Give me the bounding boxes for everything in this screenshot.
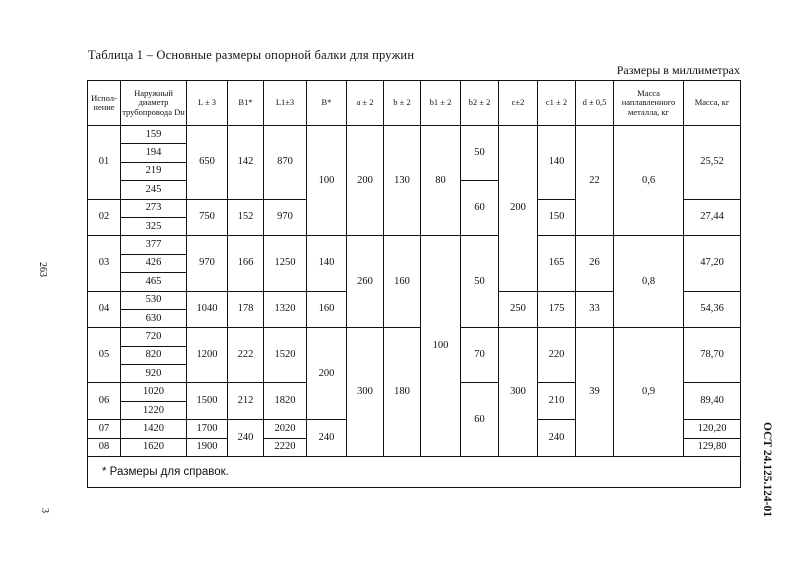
- header-mass-weld: Масса наплавленного металла, кг: [614, 81, 684, 126]
- header-b1: b1 ± 2: [421, 81, 461, 126]
- cell-mass: 25,52: [684, 126, 741, 200]
- cell-L1: 1820: [264, 383, 307, 420]
- cell-c1: 150: [538, 199, 576, 236]
- cell-c1: 165: [538, 236, 576, 291]
- cell-dn: 1420: [121, 420, 187, 438]
- header-c1: c1 ± 2: [538, 81, 576, 126]
- cell-mass: 129,80: [684, 438, 741, 456]
- cell-b2: 50: [461, 236, 499, 328]
- cell-dn: 920: [121, 365, 187, 383]
- cell-L1: 970: [264, 199, 307, 236]
- cell-dn: 426: [121, 254, 187, 272]
- cell-dn: 530: [121, 291, 187, 309]
- cell-B: 240: [307, 420, 347, 457]
- cell-dn: 377: [121, 236, 187, 254]
- cell-c: 300: [499, 328, 538, 457]
- table-row: [88, 236, 741, 254]
- cell-b1: 100: [421, 236, 461, 457]
- cell-L: 1040: [187, 291, 228, 328]
- bottom-page-number: 3: [39, 508, 50, 513]
- cell-L1: 1520: [264, 328, 307, 383]
- cell-c1: 240: [538, 420, 576, 457]
- cell-mass-weld: 0,8: [614, 236, 684, 328]
- cell-a: 260: [347, 236, 384, 328]
- cell-dn: 219: [121, 162, 187, 180]
- cell-dn: 1020: [121, 383, 187, 401]
- cell-dn: 273: [121, 199, 187, 217]
- cell-c1: 210: [538, 383, 576, 420]
- cell-mass: 89,40: [684, 383, 741, 420]
- cell-isp: 01: [88, 126, 121, 200]
- cell-b2: 50: [461, 126, 499, 181]
- cell-L: 1200: [187, 328, 228, 383]
- cell-d: 33: [576, 291, 614, 328]
- table-row: [88, 126, 741, 144]
- cell-L1: 1320: [264, 291, 307, 328]
- cell-c: 200: [499, 126, 538, 292]
- cell-B1: 240: [228, 420, 264, 457]
- cell-B: 160: [307, 291, 347, 328]
- cell-L: 650: [187, 126, 228, 200]
- header-L: L ± 3: [187, 81, 228, 126]
- cell-L1: 1250: [264, 236, 307, 291]
- cell-isp: 05: [88, 328, 121, 383]
- cell-dn: 1220: [121, 401, 187, 419]
- cell-b: 160: [384, 236, 421, 328]
- cell-B1: 142: [228, 126, 264, 200]
- header-a: a ± 2: [347, 81, 384, 126]
- cell-dn: 194: [121, 144, 187, 162]
- cell-B1: 152: [228, 199, 264, 236]
- header-diameter: Наружный диаметр трубопровода Dн: [121, 81, 187, 126]
- header-row: [88, 81, 741, 126]
- cell-b: 180: [384, 328, 421, 457]
- cell-isp: 07: [88, 420, 121, 438]
- header-ispolnenie: Испол-нение: [88, 81, 121, 126]
- cell-b2: 60: [461, 383, 499, 457]
- cell-L: 1900: [187, 438, 228, 456]
- cell-b2: 70: [461, 328, 499, 383]
- cell-b: 130: [384, 126, 421, 236]
- cell-d: 22: [576, 126, 614, 236]
- cell-L1: 2020: [264, 420, 307, 438]
- cell-B1: 212: [228, 383, 264, 420]
- cell-c: 250: [499, 291, 538, 328]
- header-d: d ± 0,5: [576, 81, 614, 126]
- cell-mass: 54,36: [684, 291, 741, 328]
- cell-L: 1500: [187, 383, 228, 420]
- cell-L: 750: [187, 199, 228, 236]
- cell-B: 200: [307, 328, 347, 420]
- cell-dn: 1620: [121, 438, 187, 456]
- cell-a: 200: [347, 126, 384, 236]
- cell-B1: 222: [228, 328, 264, 383]
- header-mass: Масса, кг: [684, 81, 741, 126]
- header-b: b ± 2: [384, 81, 421, 126]
- cell-dn: 820: [121, 346, 187, 364]
- cell-mass: 27,44: [684, 199, 741, 236]
- cell-B: 140: [307, 236, 347, 291]
- cell-mass: 47,20: [684, 236, 741, 291]
- cell-B1: 166: [228, 236, 264, 291]
- cell-L1: 870: [264, 126, 307, 200]
- cell-c1: 175: [538, 291, 576, 328]
- dimensions-table: [87, 80, 741, 488]
- table-row: [88, 328, 741, 346]
- cell-dn: 720: [121, 328, 187, 346]
- header-B: B*: [307, 81, 347, 126]
- cell-dn: 630: [121, 309, 187, 327]
- cell-L1: 2220: [264, 438, 307, 456]
- cell-B: 100: [307, 126, 347, 236]
- cell-d: 39: [576, 328, 614, 457]
- table-caption: Таблица 1 – Основные размеры опорной балки для пружин: [88, 48, 415, 62]
- footnote: * Размеры для справок.: [88, 457, 741, 488]
- cell-mass: 120,20: [684, 420, 741, 438]
- cell-isp: 06: [88, 383, 121, 420]
- cell-dn: 159: [121, 126, 187, 144]
- header-B1: B1*: [228, 81, 264, 126]
- cell-L: 970: [187, 236, 228, 291]
- cell-isp: 08: [88, 438, 121, 456]
- document-code: ОСТ 24.125.124-01: [761, 422, 773, 518]
- side-page-number: 263: [37, 262, 48, 277]
- cell-L: 1700: [187, 420, 228, 438]
- units-label: Размеры в миллиметрах: [616, 63, 740, 77]
- cell-b2: 60: [461, 181, 499, 236]
- note-row: [88, 457, 741, 488]
- header-c: c±2: [499, 81, 538, 126]
- cell-isp: 04: [88, 291, 121, 328]
- cell-dn: 325: [121, 217, 187, 235]
- header-L1: L1±3: [264, 81, 307, 126]
- cell-c1: 220: [538, 328, 576, 383]
- cell-mass: 78,70: [684, 328, 741, 383]
- cell-dn: 465: [121, 273, 187, 291]
- cell-c1: 140: [538, 126, 576, 200]
- cell-B1: 178: [228, 291, 264, 328]
- cell-mass-weld: 0,6: [614, 126, 684, 236]
- cell-isp: 03: [88, 236, 121, 291]
- cell-dn: 245: [121, 181, 187, 199]
- header-b2: b2 ± 2: [461, 81, 499, 126]
- cell-d: 26: [576, 236, 614, 291]
- cell-isp: 02: [88, 199, 121, 236]
- cell-mass-weld: 0,9: [614, 328, 684, 457]
- cell-a: 300: [347, 328, 384, 457]
- cell-b1: 80: [421, 126, 461, 236]
